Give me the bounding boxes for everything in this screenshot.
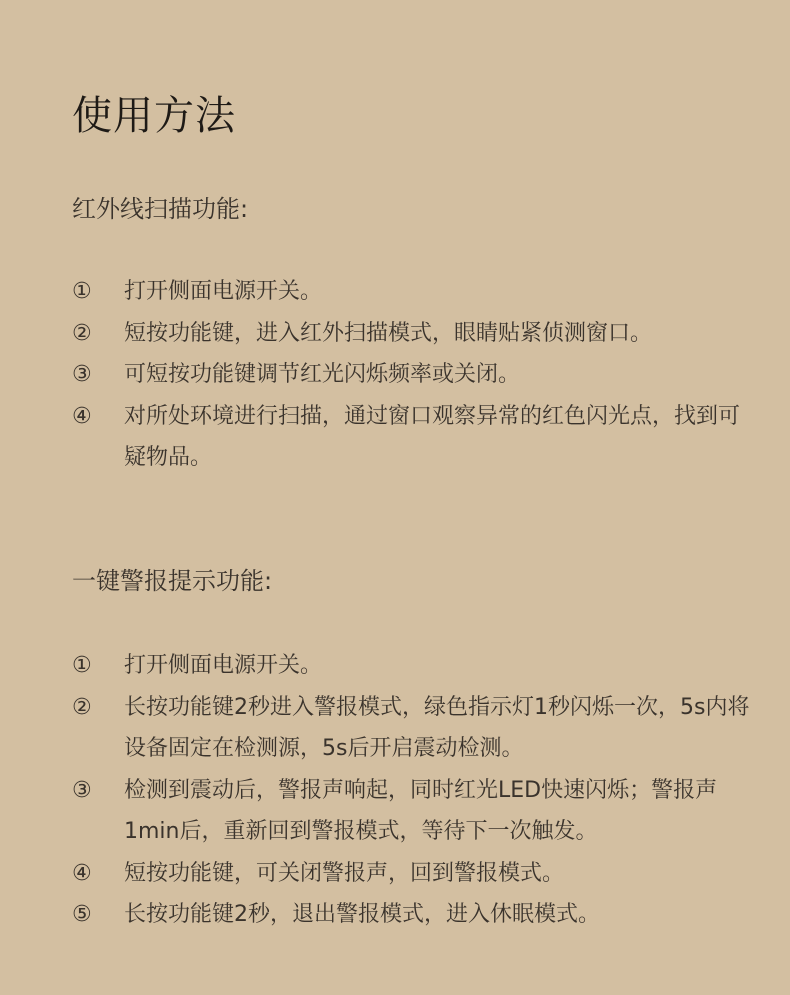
step-marker: ② bbox=[72, 694, 92, 720]
step-text: 检测到震动后，警报声响起，同时红光LED快速闪烁；警报声1min后，重新回到警报模式，等待下一次触发。 bbox=[124, 777, 718, 844]
list-item bbox=[72, 271, 752, 313]
step-text: 对所处环境进行扫描，通过窗口观察异常的红色闪光点，找到可疑物品。 bbox=[124, 403, 741, 470]
list-item bbox=[72, 354, 752, 396]
step-marker: ④ bbox=[72, 860, 92, 886]
section-heading-infrared-scan: 红外线扫描功能: bbox=[72, 195, 249, 223]
step-marker: ③ bbox=[72, 777, 92, 803]
infrared-scan-steps bbox=[72, 271, 752, 479]
section-heading-alarm: 一键警报提示功能: bbox=[72, 567, 273, 595]
list-item bbox=[72, 396, 752, 479]
step-marker: ① bbox=[72, 653, 92, 678]
list-item bbox=[72, 894, 752, 936]
list-item bbox=[72, 687, 752, 770]
step-text: 短按功能键，进入红外扫描模式，眼睛贴紧侦测窗口。 bbox=[124, 320, 653, 346]
list-item bbox=[72, 645, 752, 687]
step-text: 打开侧面电源开关。 bbox=[124, 653, 323, 678]
step-marker: ⑤ bbox=[72, 902, 92, 927]
page-title: 使用方法 bbox=[72, 93, 236, 139]
step-text: 短按功能键，可关闭警报声，回到警报模式。 bbox=[124, 860, 565, 886]
step-marker: ① bbox=[72, 279, 92, 304]
step-text: 长按功能键2秒，退出警报模式，进入休眠模式。 bbox=[124, 902, 600, 927]
step-marker: ④ bbox=[72, 403, 92, 429]
list-item bbox=[72, 853, 752, 895]
list-item bbox=[72, 770, 752, 853]
step-text: 打开侧面电源开关。 bbox=[124, 279, 323, 304]
step-marker: ② bbox=[72, 320, 92, 346]
step-text: 长按功能键2秒进入警报模式，绿色指示灯1秒闪烁一次，5s内将设备固定在检测源，5s后开启震动检测。 bbox=[124, 694, 750, 761]
step-text: 可短按功能键调节红光闪烁频率或关闭。 bbox=[124, 362, 521, 387]
list-item bbox=[72, 313, 752, 355]
alarm-steps bbox=[72, 645, 752, 936]
step-marker: ③ bbox=[72, 362, 92, 387]
